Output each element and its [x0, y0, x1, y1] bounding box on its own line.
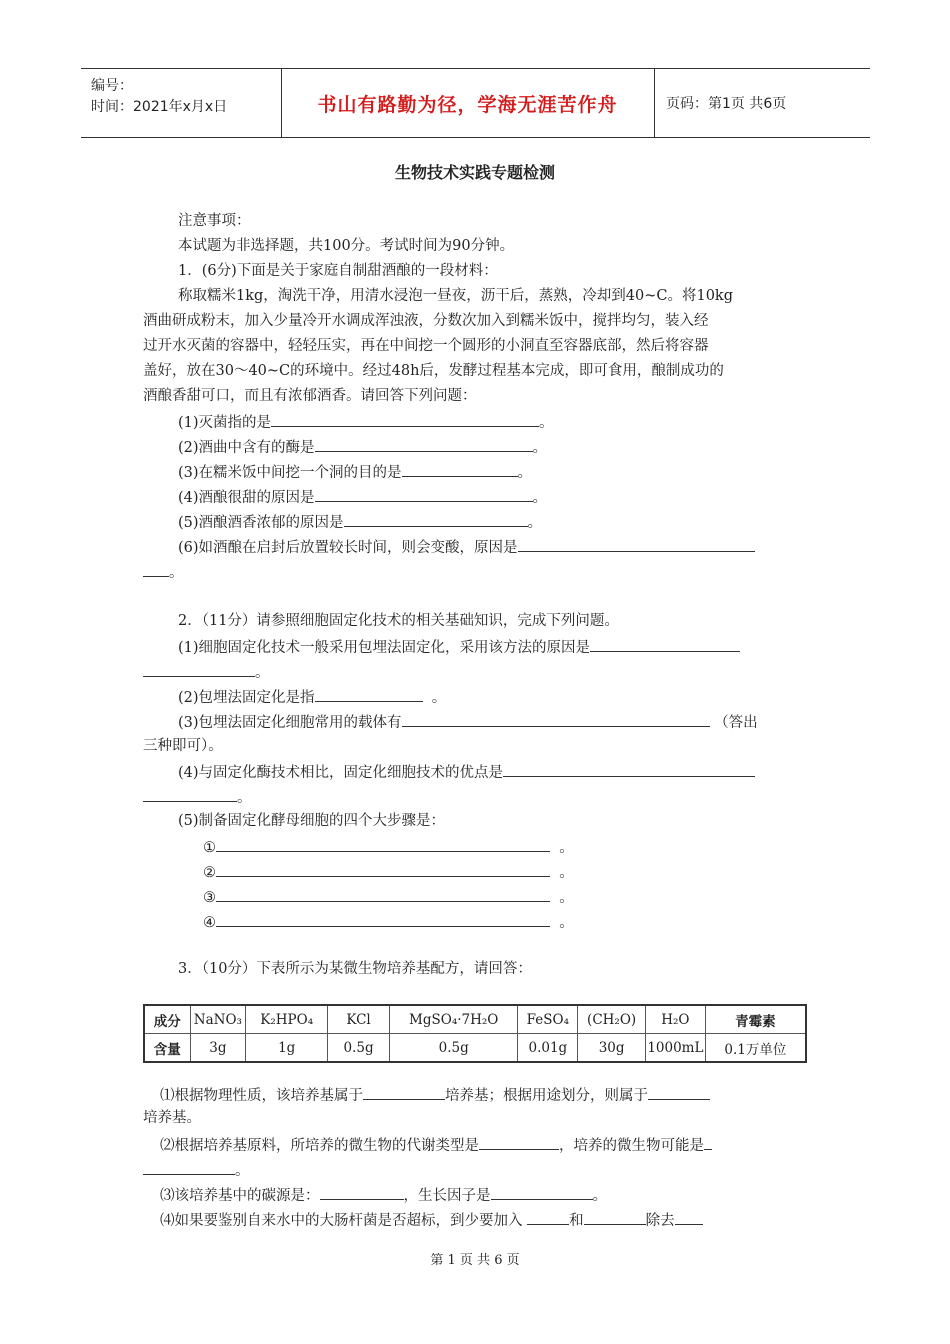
table-cell: 1000mL [646, 1034, 706, 1063]
answer-blank[interactable] [143, 1158, 235, 1175]
answer-blank[interactable] [315, 485, 533, 502]
motto: 书山有路勤为径，学海无涯苦作舟 [317, 93, 618, 116]
q1-para-line: 称取糯米1kg，淘洗干净，用清水浸泡一昼夜，沥干后，蒸熟，冷却到40~C。将10kg [178, 288, 734, 304]
answer-blank[interactable] [402, 460, 518, 477]
table-cell: K₂HPO₄ [246, 1005, 328, 1034]
table-cell: H₂O [646, 1005, 706, 1034]
table-row [144, 1034, 806, 1063]
q3-item-2-cont: 。 [143, 1158, 250, 1182]
answer-blank[interactable] [584, 1208, 646, 1225]
q1-stem: 1．(6分)下面是关于家庭自制甜酒酿的一段材料： [178, 263, 498, 279]
answer-blank[interactable] [675, 1208, 703, 1225]
header-motto-cell [281, 69, 655, 137]
header-meta [81, 69, 282, 137]
q2-item-1: (1)细胞固定化技术一般采用包埋法固定化，采用该方法的原因是 [178, 635, 740, 659]
table-cell: 0.5g [328, 1034, 390, 1063]
answer-blank[interactable] [648, 1083, 710, 1100]
answer-blank[interactable] [216, 910, 550, 927]
q1-item-3: (3)在糯米饭中间挖一个洞的目的是 。 [178, 460, 532, 484]
q3-item-2: ⑵根据培养基原料，所培养的微生物的代谢类型是 ，培养的微生物可能是 [160, 1133, 712, 1157]
q3-item-4: ⑷如果要鉴别自来水中的大肠杆菌是否超标，到少要加入 和 除去 [160, 1208, 703, 1232]
table-cell: 成分 [144, 1005, 190, 1034]
answer-blank[interactable] [315, 435, 533, 452]
notice-heading: 注意事项： [178, 213, 251, 229]
q2-item-2: (2)包埋法固定化是指 。 [178, 685, 446, 709]
answer-blank[interactable] [320, 1183, 404, 1200]
table-cell: (CH₂O) [578, 1005, 646, 1034]
notice-text: 本试题为非选择题，共100分。考试时间为90分钟。 [178, 238, 515, 254]
answer-blank[interactable] [479, 1133, 559, 1150]
table-cell: NaNO₃ [190, 1005, 246, 1034]
date-label: 时间：2021年x月x日 [91, 99, 228, 115]
q1-item-1: (1)灭菌指的是 。 [178, 410, 554, 434]
q2-item-5: (5)制备固定化酵母细胞的四个大步骤是： [178, 813, 446, 829]
table-cell: 0.5g [389, 1034, 518, 1063]
answer-blank[interactable] [402, 710, 710, 727]
answer-blank[interactable] [216, 835, 550, 852]
q2-step: ③ 。 [203, 885, 574, 909]
answer-blank[interactable] [143, 660, 255, 677]
table-cell: 含量 [144, 1034, 190, 1063]
q1-item-5: (5)酒酿酒香浓郁的原因是 。 [178, 510, 542, 534]
answer-blank[interactable] [216, 860, 550, 877]
q2-item-4-cont: 。 [143, 785, 252, 809]
q3-item-3: ⑶该培养基中的碳源是： ，生长因子是 。 [160, 1183, 607, 1207]
q1-para-line: 过开水灭菌的容器中，轻轻压实，再在中间挖一个圆形的小洞直至容器底部，然后将容器 [143, 338, 709, 354]
q1-para-line: 酒曲研成粉末，加入少量冷开水调成浑浊液，分数次加入到糯米饭中，搅拌均匀，装入经 [143, 313, 709, 329]
table-cell: 0.1万单位 [705, 1034, 806, 1063]
q2-stem: 2．（11分）请参照细胞固定化技术的相关基础知识，完成下列问题。 [178, 613, 619, 629]
q2-item-1-cont: 。 [143, 660, 270, 684]
answer-blank[interactable] [491, 1183, 593, 1200]
q1-item-6: (6)如酒酿在启封后放置较长时间，则会变酸，原因是 [178, 535, 755, 559]
answer-blank[interactable] [143, 560, 169, 577]
table-cell: 1g [246, 1034, 328, 1063]
answer-blank[interactable] [503, 760, 755, 777]
table-row [144, 1005, 806, 1034]
table-cell: 3g [190, 1034, 246, 1063]
q1-para-line: 酒酿香甜可口，而且有浓郁酒香。请回答下列问题： [143, 388, 477, 404]
q2-item-4: (4)与固定化酶技术相比，固定化细胞技术的优点是 [178, 760, 755, 784]
q2-step: ① 。 [203, 835, 574, 859]
table-cell: MgSO₄·7H₂O [389, 1005, 518, 1034]
table-cell: 30g [578, 1034, 646, 1063]
q3-stem: 3．（10分）下表所示为某微生物培养基配方，请回答： [178, 961, 532, 977]
answer-blank[interactable] [590, 635, 740, 652]
medium-recipe-table [143, 1004, 807, 1063]
answer-blank[interactable] [315, 685, 423, 702]
answer-blank[interactable] [216, 885, 550, 902]
page-title: 生物技术实践专题检测 [394, 163, 555, 182]
q1-para-line: 盖好，放在30～40~C的环境中。经过48h后，发酵过程基本完成，即可食用，酿制成功的 [143, 363, 724, 379]
page-header [81, 68, 870, 138]
answer-blank[interactable] [344, 510, 528, 527]
page-count: 页码：第1页 共6页 [666, 96, 787, 112]
answer-blank[interactable] [143, 785, 237, 802]
q3-item-1-cont: 培养基。 [143, 1110, 201, 1126]
table-cell: FeSO₄ [518, 1005, 578, 1034]
q2-item-3: (3)包埋法固定化细胞常用的载体有 （答出 [178, 710, 758, 734]
answer-blank[interactable] [518, 535, 755, 552]
q3-item-1: ⑴根据物理性质，该培养基属于 培养基；根据用途划分，则属于 [160, 1083, 710, 1107]
page-footer: 第 1 页 共 6 页 [430, 1253, 520, 1268]
q1-item-4: (4)酒酿很甜的原因是 。 [178, 485, 547, 509]
answer-blank[interactable] [271, 410, 539, 427]
table-cell: 青霉素 [705, 1005, 806, 1034]
answer-blank[interactable] [704, 1133, 712, 1150]
answer-blank[interactable] [527, 1208, 569, 1225]
number-label: 编号： [91, 78, 133, 94]
table-cell: 0.01g [518, 1034, 578, 1063]
q2-step: ② 。 [203, 860, 574, 884]
answer-blank[interactable] [363, 1083, 445, 1100]
q1-item-6-cont: 。 [143, 560, 184, 584]
q2-step: ④ 。 [203, 910, 574, 934]
q1-item-2: (2)酒曲中含有的酶是 。 [178, 435, 547, 459]
q2-item-3-cont: 三种即可）。 [143, 738, 223, 754]
table-cell: KCl [328, 1005, 390, 1034]
